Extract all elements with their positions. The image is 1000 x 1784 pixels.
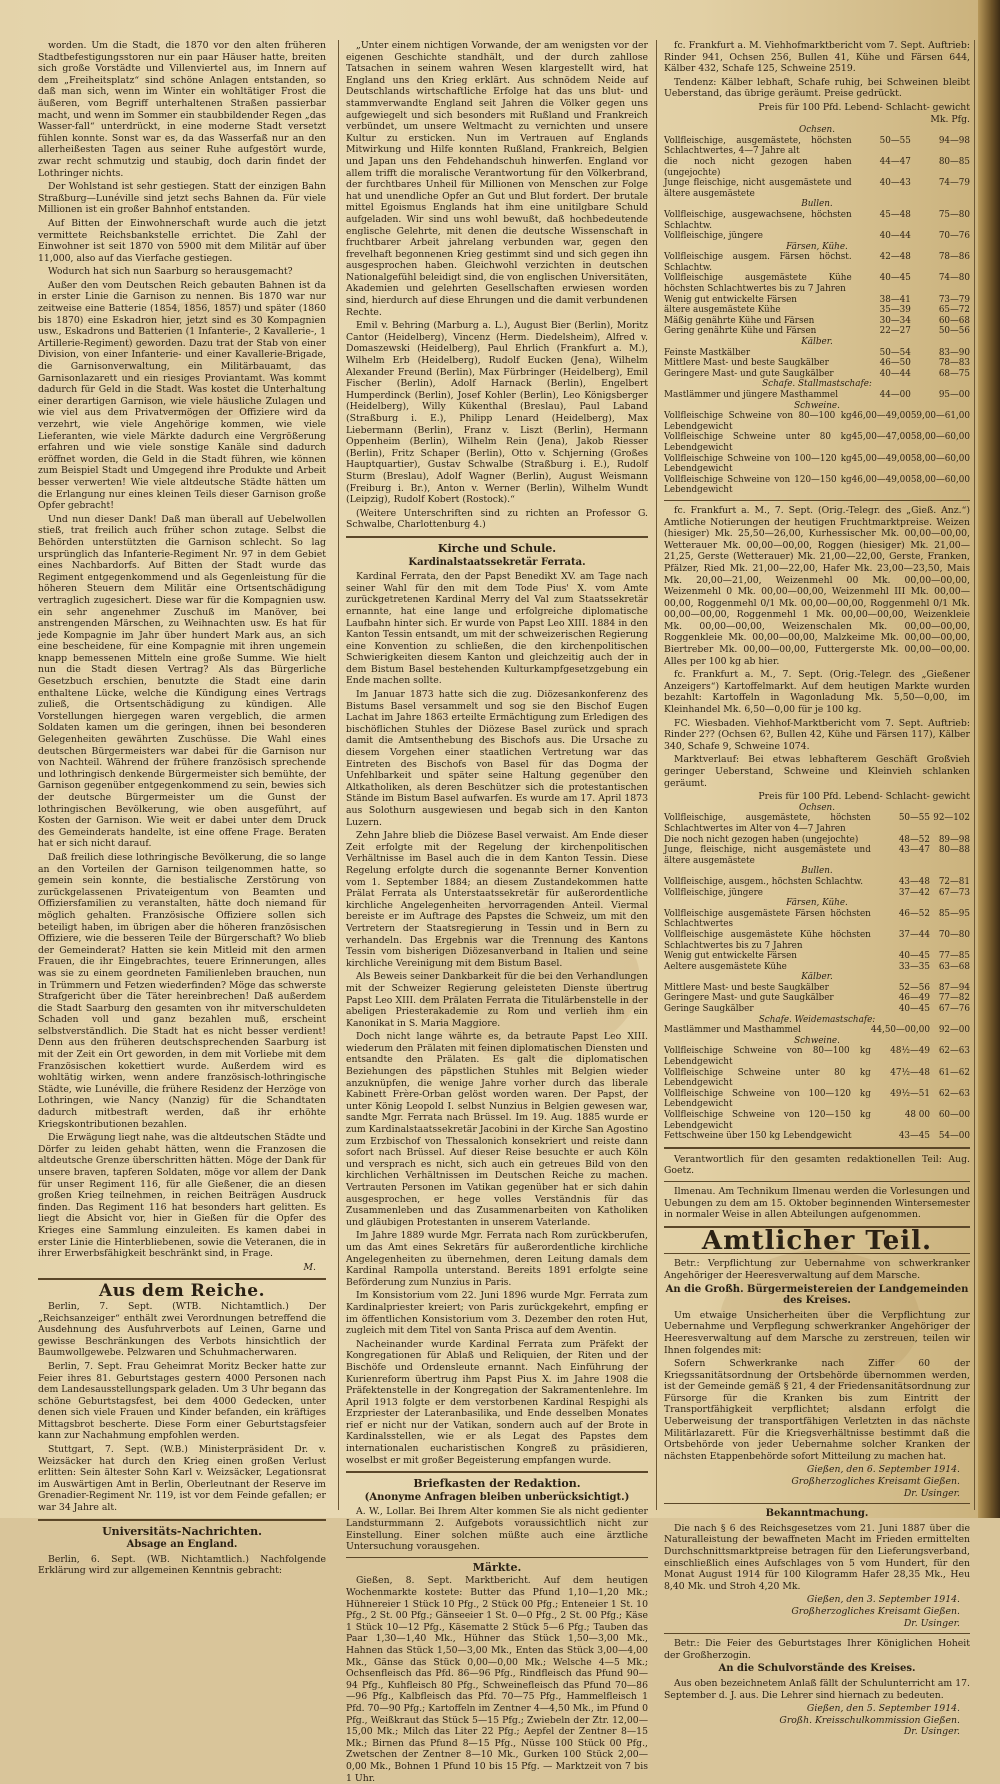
- england-declaration: [346, 40, 648, 531]
- price-live: 35—39: [879, 305, 911, 316]
- bekanntmachung-paragraph: Die nach § 6 des Reichsgesetzes vom 21. Juni 1887 über die Naturalleistung der bewaffneten Macht im Frieden ermittelten Durchschnittsmarktpreise betragen für den Lieferungsverband, einschließlich eines Aufschlages von 5 vom Hundert, für den Monat August 1914 für 100 Kilogramm Hafer 28,35 Mk., Heu 8,40 Mk. und Stroh 4,20 Mk.: [664, 1522, 970, 1592]
- price-slaughter: 95—00: [938, 390, 970, 400]
- briefkasten-subheading: (Anonyme Anfragen bleiben unberücksichtigt.): [364, 1491, 630, 1503]
- price-row: [664, 252, 970, 273]
- price-live: 50—55: [898, 813, 930, 824]
- price-label: Mastlämmer und jüngere Masthammel: [664, 390, 839, 400]
- price-live: 37—44: [898, 929, 930, 940]
- price-label: Vollfleischige Schweine von 100—120 kg Lebendgewicht: [664, 453, 852, 475]
- price-row: [664, 273, 970, 294]
- price-slaughter: 80—88: [938, 845, 970, 856]
- price-label: Vollfleischige Schweine unter 80 kg Lebendgewicht: [664, 1067, 871, 1089]
- price-slaughter: 50—56: [938, 326, 970, 337]
- price-row: [664, 835, 970, 846]
- article-paragraph: Außer den vom Deutschen Reich gebauten Bahnen ist da in erster Linie die Garnison zu nennen. Bis 1870 war nur zeitweise eine Batterie (1854, 1856, 1857) und später (1860 bis 1870) eine Eskadron hier, jetzt sind es 30 Kompagnien usw., Eskadrons und Batterien (1 Infanterie-, 2 Kavallerie-, 1 Artillerie-Regiment) geworden. Dazu trat der Stab von einer Division, von einer Infanterie- und einer Kavallerie-Brigade, die Garnisonverwaltung, ein Militärbauamt, das Garnisonlazarett und ein riesiges Proviantamt. Was kommt dadurch für Geld in die Stadt. Was kostet die Unterhaltung einer derartigen Garnison, wie viele häusliche Zulagen und wie viel aus dem Privatvermögen der Offiziere wird da verzehrt, wie viele Angehörige kommen, wie viele Lieferanten, wie viele Märkte dadurch eine Vergrößerung erfahren und wie viele sonstige Kanäle sind dadurch eröffnet worden, die Geld in die Stadt führen, wie können zum Beispiel Stadt und Umgegend ihre Produkte und Arbeit besser verwerten! Wie viele altdeutsche Städte hätten um die Erlangung nur eines kleinen Teils dieser Garnison große Opfer gebracht!: [38, 279, 326, 512]
- betr-2-signature-name: Dr. Usinger.: [903, 1726, 960, 1738]
- ferrata-paragraph: Kardinal Ferrata, den der Papst Benedikt XV. am Tage nach seiner Wahl für den mit dem Tode Pius' X. vom Amte zurückgetretenen Kardinal Merry del Val zum Staatssekretär ernannte, hat eine lange und erfolgreiche diplomatische Laufbahn hinter sich. Er wurde von Papst Leo XIII. 1884 in den Kanton Tessin entsandt, um mit der schweizerischen Regierung eine Konvention zu schließen, die den kirchenpolitischen Schwierigkeiten diesem Kanton und gleichzeitig auch der in dem Bistum Basel bestehenden Kulturkampfgesetzgebung ein Ende machen sollte.: [346, 571, 648, 687]
- reich-paragraph: Berlin, 7. Sept. (WTB. Nichtamtlich.) Der „Reichsanzeiger“ enthält zwei Verordnungen betreffend die Ausdehnung des Ausfuhrverbots auf Leinen, Garne und gewisse Beschränkungen des Verbots hinsichtlich der Baumwollgewebe. Pelzwaren und Schuhmacherwaren.: [38, 1300, 326, 1359]
- ferrata-paragraph: Doch nicht lange währte es, da betraute Papst Leo XIII. wiederum den Prälaten mit feinen diplomatischen Diensten und entsandte den Prälaten. Es galt die diplomatischen Beziehungen des päpstlichen Stuhles mit Belgien wieder anzuknüpfen, die wenige Jahre vorher durch das liberale Kabinett Frère-Orban gelöst worden waren. Der Papst, der unter König Leopold I. selbst Nunzius in Belgien gewesen war, sandte Mgr. Ferrata nach Brüssel. Im 19. Aug. 1885 wurde er zum Kardinalstaatssekretär Jacobini in der Kirche San Agostino zum Erzbischof von Thessalonich konsekriert und reiste dann sofort nach Brüssel. Auf dieser Reise besuchte er auch Köln und versprach es nicht, sich auch ein getreues Bild von den kirchlichen Verhältnissen im Deutschen Reiche zu machen. Vertrauten Personen im Vatikan gegenüber hat er sich dahin ausgesprochen, er hege volles Verständnis für das Zusammenleben und das Zusammenarbeiten von Katholiken und gläubigen Protestanten in unserem Vaterlande.: [346, 1031, 648, 1228]
- article-signature: M.: [303, 1261, 316, 1273]
- ferrata-paragraph: Zehn Jahre blieb die Diözese Basel verwaist. Am Ende dieser Zeit erfolgte mit der Regelung der kirchenpolitischen Verhältnisse im Basel auch die in dem Kanton Tessin. Diese Regelung erfolgte durch die sogenannte Berner Konvention vom 1. September 1884; an diesem Zustandekommen hatte Prälat Ferrata als Unterstaatssekretär für außerordentliche kirchliche Angelegenheiten hervorragenden Anteil. Viermal bereiste er im Auftrage des Papstes die Schweiz, um mit den Vertretern der Staatsregierung in Tessin und in Bern zu verhandeln. Das Ergebnis war die Trennung des Kantons Tessin vom bisherigen Diözesanverband in Italien und seine kirchliche Vereinigung mit dem Bistum Basel.: [346, 830, 648, 969]
- bekannt-signature-office: Großherzogliches Kreisamt Gießen.: [791, 1605, 960, 1617]
- price-label: Vollfleischige, ausgemästete, höchsten Schlachtwertes, 4—7 Jahre alt: [664, 135, 852, 157]
- price-slaughter: 58,00—60,00: [910, 453, 970, 464]
- price-label: Vollfleischige ausgemästete Kühe höchsten Schlachtwertes bis zu 7 Jahren: [664, 929, 871, 951]
- price-slaughter: 83—90: [938, 347, 970, 358]
- price-row: [664, 178, 970, 199]
- price-slaughter: 65—72: [938, 305, 970, 316]
- price-group-label: Färsen, Kühe.: [786, 241, 848, 252]
- amt-date: Gießen, den 6. September 1914.: [806, 1464, 960, 1476]
- price-row: [664, 295, 970, 306]
- price-row: [664, 316, 970, 327]
- book-binding-edge: [978, 0, 1000, 1518]
- price-live: 40—45: [898, 1004, 930, 1015]
- maerkte-paragraph: Gießen, 8. Sept. Marktbericht. Auf dem heutigen Wochenmarkte kostete: Butter das Pfund 1,10—1,20 Mk.; Hühnereier 1 Stück 10 Pfg., 2 Stück 00 Pfg.; Enteneier 1 St. 10 Pfg., 2 St. 00 Pfg.; Gänseeier 1 St. 0—0 Pfg., 2 St. 00 Pfg.; Käse 1 Stück 10—12 Pfg., Käsematte 2 Stück 5—6 Pfg.; Tauben das Paar 1,30—1,40 Mk., Hühner das Stück 1,50—3,00 Mk., Hahnen das Stück 1,50—3,00 Mk., Enten das Stück 3,00—4,00 Mk., Gänse das Stück 0,00—0,00 Mk.; Welsche 4—5 Mk.; Ochsenfleisch das Pfd. 86—96 Pfg., Rindfleisch das Pfund 90—94 Pfg., Kuhfleisch 80 Pfg., Schweinefleisch das Pfund 70—86—96 Pfg., Kalbfleisch das Pfd. 70—75 Pfg., Hammelfleisch 1 Pfd. 70—90 Pfg.; Kartoffeln im Zentner 4—4,50 Mk., im Pfund 0 Pfg., Weißkraut das Stück 5—15 Pfg.; Zwiebeln der Ztr. 12,00—15,00 Mk.; Milch das Liter 22 Pfg.; Aepfel der Zentner 8—15 Mk.; Birnen das Pfund 8—15 Pfg., Nüsse 100 Stück 00 Pfg., Zwetschen der Zentner 8—10 Mk., Gurken 100 Stück 2,00—0,00 Mk., Bohnen 1 Pfund 10 bis 15 Pfg. — Marktzeit von 7 bis 1 Uhr.: [346, 1575, 648, 1784]
- column-rule: [656, 40, 657, 1510]
- article-paragraph: worden. Um die Stadt, die 1870 vor den alten früheren Stadtbefestigungsstoren nur ein paar Häuser hatte, breiten sich große Vorstädte und Villenviertel aus, im Innern auf dem „Freiheitsplatz“ sind schöne Anlagen entstanden, so daß man sich, wenn im Winter ein wohltätiger Frost die äußeren, vom Begriff unterhaltenen Straßen passierbar macht, und wenn im Sommer ein staubbildender Regen „das Wasser-fall“ unterdrückt, in eine moderne Stadt versetzt fühlen konnte. Sonst war es, da das Wasserfaß nur an den allerheißesten Tagen aus seiner Ruhe aufgestört wurde, zwar recht schmutzig und staubig, doch darin findet der Lothringer nichts.: [38, 40, 326, 179]
- kirche-subheading: Kardinalstaatssekretär Ferrata.: [408, 556, 586, 568]
- price-label: Mittlere Mast- und beste Saugkälber: [664, 982, 829, 993]
- maerkte-heading: Märkte.: [472, 1560, 522, 1574]
- price-slaughter: 62—63: [938, 1088, 970, 1099]
- reich-paragraph: Stuttgart, 7. Sept. (W.B.) Ministerpräsident Dr. v. Weizsäcker hat durch den Krieg einen großen Verlust erlitten: Sein ältester Sohn Karl v. Weizsäcker, Legationsrat im Auswärtigen Amt in Berlin, Oberleutnant der Reserve im Grenadier-Regiment Nr. 119, ist vor dem Feinde gefallen; er war 34 Jahre alt.: [38, 1444, 326, 1514]
- price-slaughter: 67—73: [938, 887, 970, 898]
- price-label: Vollfleischige Schweine von 80—100 kg Lebendgewicht: [664, 1046, 871, 1068]
- price-live: 38—41: [879, 294, 911, 305]
- price-slaughter: 62—63: [938, 1046, 970, 1057]
- price-slaughter: 63—68: [938, 961, 970, 972]
- price-row: [664, 1089, 970, 1110]
- price-live: 46—52: [898, 908, 930, 919]
- price-live: 22—27: [879, 326, 911, 337]
- price-slaughter: 58,00—60,00: [910, 432, 970, 443]
- column-rule: [338, 40, 339, 1510]
- amt-signature-name: Dr. Usinger.: [903, 1487, 960, 1499]
- price-row: [664, 845, 970, 866]
- price-row: [664, 432, 970, 453]
- price-live: 33—35: [898, 961, 930, 972]
- price-live: 49½—51: [890, 1088, 930, 1099]
- reich-news: [38, 1301, 326, 1514]
- ffm-intro: fc. Frankfurt a. M. Viehhofmarktbericht vom 7. Sept. Auftrieb: Rinder 941, Ochsen 256, Bullen 41, Kühe und Färsen 644, Kälber 432, Schafe 125, Schweine 2519.: [664, 40, 970, 75]
- article-paragraph: Die Erwägung liegt nahe, was die altdeutschen Städte und Dörfer zu leiden gehabt hätten, wenn die Franzosen die altdeutsche Grenze überschritten hätten. Möge der Dank für unsere braven, tapferen Soldaten, möge vor allem der Dank für unser Regiment 116, für alle Gießener, die an diesen großen Krieg teilnehmen, in reichen Beiträgen Ausdruck finden. Das Regiment 116 hat besonders hart gelitten. Es liegt die Absicht vor, hier in Gießen für die Opfer des Krieges eine Sammlung einzuleiten. Es kamen dabei in erster Linie die Hinterbliebenen, sowie die Veteranen, die in ihrer Erwerbsfähigkeit beschränkt sind, in Frage.: [38, 1132, 326, 1260]
- ilmenau-paragraph: Ilmenau. Am Technikum Ilmenau werden die Vorlesungen und Uebungen zu dem am 15. Oktober beginnenden Wintersemester in normaler Weise in allen Abteilungen aufgenommen.: [664, 1185, 970, 1221]
- price-slaughter: 74—80: [938, 273, 970, 284]
- price-slaughter: 74—79: [938, 178, 970, 189]
- price-live: 46—50: [879, 358, 911, 369]
- price-live: 40—44: [879, 231, 911, 242]
- price-slaughter: 70—76: [938, 231, 970, 242]
- price-row: [664, 993, 970, 1004]
- price-group-label: Schweine.: [794, 1035, 840, 1046]
- price-group-row: [664, 1036, 970, 1047]
- price-row: [664, 930, 970, 951]
- price-slaughter: 92—102: [933, 813, 970, 824]
- price-live: 40—45: [898, 951, 930, 962]
- price-live: 43—45: [898, 1131, 930, 1142]
- price-live: 43—47: [898, 845, 930, 856]
- price-slaughter: 67—76: [938, 1004, 970, 1015]
- price-slaughter: 78—86: [938, 252, 970, 263]
- price-slaughter: 80—85: [938, 156, 970, 167]
- reich-heading: Aus dem Reiche.: [99, 1281, 265, 1302]
- price-live: 45,00—47,00: [851, 432, 911, 443]
- price-group-label: Ochsen.: [799, 802, 835, 813]
- ffm-price-table: [664, 125, 970, 496]
- divider: [346, 1557, 648, 1558]
- price-slaughter: 73—79: [938, 294, 970, 305]
- divider: [38, 1278, 326, 1280]
- price-row: [664, 888, 970, 899]
- price-slaughter: 60—00: [938, 1110, 970, 1120]
- price-row: [664, 411, 970, 432]
- price-live: 37—42: [898, 887, 930, 898]
- kartoffel-paragraph: fc. Frankfurt a. M., 7. Sept. (Orig.-Telegr. des „Gießener Anzeigers“) Kartoffelmarkt. Auf dem heutigen Markte wurden bezahlt: Kartoffeln in Wagonladung Mk. 5,50—0,00, im Kleinhandel Mk. 6,50—0,00 für je 100 kg.: [664, 669, 970, 716]
- price-label: Geringere Mast- und gute Saugkälber: [664, 368, 834, 379]
- ferrata-paragraph: Im Januar 1873 hatte sich die zug. Diözesankonferenz des Bistums Basel versammelt und sog sie den Bischof Eugen Lachat im Jahre 1863 erteilte Ermächtigung zum Erledigen des bischöflichen Stuhles der Diözese Basel zurück und sprach damit die Amtsenthebung des Bischofs aus. Die Ursache zu diesem Vorgehen einer staatlichen Vertretung war das Eintreten des Bischofs von Basel für das Dogma der Unfehlbarkeit und später seine Haltung gegenüber den Altkatholiken, als deren Beschützer sich die protestantischen Stände im Bistum Basel aufwarfen. Es wurde am 17. April 1873 aus Solothurn ausgewiesen und begab sich in den Kanton Luzern.: [346, 689, 648, 828]
- price-group-row: [664, 972, 970, 983]
- price-group-label: Schafe. Weidemastschafe:: [758, 1014, 876, 1025]
- price-slaughter: 59,00—61,00: [910, 411, 970, 422]
- price-header-2: Preis für 100 Pfd. Lebend- Schlacht- gewicht: [758, 791, 970, 803]
- frucht-paragraph: fc. Frankfurt a. M., 7. Sept. (Orig.-Telegr. des „Gieß. Anz.“) Amtliche Notierungen der heutigen Fruchtmarktpreise. Weizen (hiesiger) Mk. 25,50—26,00, Kurhessischer Mk. 00,00—00,00, Wetterauer Mk. 00,00—00,00, Roggen (hiesiger) Mk. 21,00—21,25, Gerste (Wetterauer) Mk. 21,00—22,00, Gerste, Franken, Pfälzer, Ried Mk. 21,00—22,00, Hafer Mk. 23,00—23,50, Mais Mk. 20,00—21,00, Weizenmehl 00 Mk. 00,00—00,00, Weizenmehl 0 Mk. 00,00—00,00, Weizenmehl III Mk. 00,00—00,00, Roggenmehl 0/1 Mk. 00,00—00,00, Roggenmehl 0/1 Mk. 00,00—00,00, Roggenmehl 1 Mk. 00,00—00,00, Weizenkleie Mk. 00,00—00,00, Weizenschalen Mk. 00,00—00,00, Roggenkleie Mk. 00,00—00,00, Malzkeime Mk. 00,00—00,00, Biertreber Mk. 00,00—00,00, Futtergerste Mk. 00,00—00,00. Alles per 100 kg ab hier.: [664, 504, 970, 667]
- wiesbaden-verlauf: Marktverlauf: Bei etwas lebhafterem Geschäft Großvieh geringer Ueberstand, Schweine und Kleinvieh schlanken geräumt.: [664, 754, 970, 789]
- price-label: Wenig gut entwickelte Färsen: [664, 294, 797, 305]
- betr-2: Betr.: Die Feier des Geburtstages Ihrer Königlichen Hoheit der Großherzogin.: [664, 1638, 970, 1661]
- betr-1: Betr.: Verpflichtung zur Uebernahme von schwerkranker Angehöriger der Heeresverwaltung auf dem Marsche.: [664, 1258, 970, 1281]
- betr-2-paragraph: Aus oben bezeichnetem Anlaß fällt der Schulunterricht am 17. September d. J. aus. Die Lehrer sind hiernach zu bedeuten.: [664, 1677, 970, 1701]
- price-row: [664, 1025, 970, 1036]
- article-paragraph: Der Wohlstand ist sehr gestiegen. Statt der einzigen Bahn Straßburg—Lunéville sind jetzt sechs Bahnen da. Für viele Millionen ist ein großer Bahnhof entstanden.: [38, 181, 326, 216]
- price-group-row: [664, 379, 970, 390]
- price-live: 45,00—49,00: [851, 453, 911, 464]
- reich-paragraph: Berlin, 7. Sept. Frau Geheimrat Moritz Becker hatte zur Feier ihres 81. Geburtstages gestern 4000 Personen nach dem Landesausstellungspark geladen. Um 3 Uhr begann das schöne Geburtstagsfest, bei dem 4000 Gedecken, unter denen sich viele Frauen und Kinder befanden, ein kräftiges Mittagsbrot bescherte. Diese Form einer Geburtstagsfeier kann zur Nachahmung empfohlen werden.: [38, 1360, 326, 1442]
- price-live: 52—56: [898, 982, 930, 993]
- amt-paragraphs: [664, 1310, 970, 1463]
- price-slaughter: 75—80: [938, 209, 970, 220]
- price-group-row: [664, 803, 970, 814]
- price-slaughter: 54—00: [938, 1131, 970, 1142]
- price-label: Mastlämmer und Masthammel: [664, 1025, 801, 1036]
- declaration-paragraph: „Unter einem nichtigen Vorwande, der am wenigsten vor der eigenen Geschichte standhält, und der durch zahllose Tatsachen in seinem wahren Wesen klargestellt wird, hat England uns den Krieg erklärt. Aus schnödem Neide auf Deutschlands wirtschaftliche Erfolge hat das uns blut- und stammverwandte England seit Jahren die Völker gegen uns aufgewiegelt und sich besonders mit Rußland und Frankreich verbündet, um unsere Weltmacht zu vernichten und unsere Kultur zu ersticken. Nun im Vertrauen auf Englands Mitwirkung und Hilfe konnten Rußland, Frankreich, Belgien und Japan uns den Fehdehandschuh hinwerfen. England vor allem trifft die moralische Verantwortung für den Völkerbrand, der furchtbares Unheil für Millionen von Menschen zur Folge hat und unendliche Opfer an Gut und Blut fordert. Der brutale mittel Egoismus Englands hat ihm eine unitilgbare Schuld aufgeladen. Wir sind uns wohl bewußt, daß hochbedeutende englische Gelehrte, mit denen die deutsche Wissenschaft in fruchtbarer Arbeit jahrelang verbunden war, gegen den frevelhaft begonnenen Krieg gestimmt sind und sich gegen ihn ausgesprochen haben. Gleichwohl verzichten in deutschen Nationalgefühl beleidigt sind, die von englischen Universitäten, Akademien und gelehrten Gesellschaften erwiesen worden sind, hierdurch auf diese Ehrungen und die damit verbundenen Rechte.: [346, 40, 648, 318]
- price-row: [664, 475, 970, 496]
- price-label: Vollfleischige Schweine von 80—100 kg Lebendgewicht: [664, 411, 852, 432]
- uni-subheading: Absage an England.: [126, 1539, 238, 1551]
- kirche-heading: Kirche und Schule.: [437, 541, 557, 555]
- price-label: Vollfleischige, jüngere: [664, 887, 764, 898]
- price-group-label: Bullen.: [801, 199, 833, 210]
- price-slaughter: 77—85: [938, 951, 970, 962]
- price-live: 50—54: [879, 347, 911, 358]
- price-header: Preis für 100 Pfd. Lebend- Schlacht- gewicht: [758, 101, 970, 113]
- price-row: [664, 136, 970, 157]
- price-slaughter: 68—75: [938, 368, 970, 379]
- price-row: [664, 1068, 970, 1089]
- ferrata-paragraph: Im Jahre 1889 wurde Mgr. Ferrata nach Rom zurückberufen, um das Amt eines Sekretärs für außerordentliche kirchliche Angelegenheiten zu übernehmen, deren Leitung damals dem Kardinal Rampolla unterstand. Bereits 1891 erfolgte seine Beförderung zum Nunzius in Paris.: [346, 1230, 648, 1288]
- price-label: Geringere Mast- und gute Saugkälber: [664, 993, 834, 1004]
- article-paragraph: Und nun dieser Dank! Daß man überall auf Uebelwollen stieß, trat freilich auch früher schon zutage. Selbst die Behörden unterstützten die Garnison schlecht. So lag ursprünglich das Infanterie-Regiment Nr. 97 in dem Gebiet eines Nachbardorfs. Auf Bitten der Stadt wurde das Regiment entgegenkommend und als Gegenleistung für die höheren Steuern dem Militär eine Ortsentschädigung vertraglich zugesichert. Diese war für die Kompagnien usw. ein sehr angenehmer Zuschuß im Manöver, bei anstrengenden Märschen, zu Weihnachten usw. Es hat für jede Kompagnie im Jahr über hundert Mark aus, an sich eine bescheidene, für eine Kompagnie mit ihren ungemein knapp bemessenen Mitteln eine große Summe. Wie hielt nun die Stadt diesen Vertrag? Als das Bürgerliche Gesetzbuch erschien, benutzte die Stadt eine darin enthaltene Lücke, welche die Kündigung eines Vertrags zuließ, die Ortsentschädigung zu kündigen. Alle Vorstellungen hiergegen waren vergeblich, die armen Soldaten kamen um die geringen, ihnen bei besonderen Gelegenheiten gewährten Zuschüsse. Die Wahl eines deutschen Bürgermeisters war dabei für die Garnison nur von Nachteil. Während der frühere französisch sprechende und lothringisch denkende Bürgermeister sich bemühte, der Garnison gegenüber entgegenkommend zu sein, bewies sich der deutsche Bürgermeister um die Gunst der lothringischen Bevölkerung, wie oben ausgeführt, auf Kosten der Garnison. Wie weit er dabei unter dem Druck des Gemeinderats handelte, ist eine offene Frage. Beraten hat er sich nicht darauf.: [38, 513, 326, 850]
- price-label: Junge, fleischige, nicht ausgemästete und ältere ausgemästete: [664, 845, 871, 866]
- price-live: 43—48: [898, 876, 930, 887]
- price-row: [664, 454, 970, 475]
- price-live: 47½—48: [890, 1067, 930, 1078]
- price-row: [664, 1004, 970, 1015]
- uni-heading: Universitäts-Nachrichten.: [102, 1524, 262, 1538]
- price-label: Vollfleischige, ausgemästete, höchsten Schlachtwertes im Alter von 4—7 Jahren: [664, 813, 871, 834]
- price-group-row: [664, 866, 970, 877]
- price-group-label: Färsen, Kühe.: [786, 898, 848, 909]
- price-group-label: Schweine.: [794, 400, 840, 411]
- price-label: Feinste Mastkälber: [664, 347, 751, 358]
- price-group-row: [664, 199, 970, 210]
- price-row: [664, 983, 970, 994]
- price-live: 40—45: [879, 273, 911, 284]
- price-label: Wenig gut entwickelte Färsen: [664, 951, 797, 962]
- price-slaughter: 58,00—60,00: [910, 474, 970, 485]
- price-group-row: [664, 1015, 970, 1026]
- price-label: Vollfleischige, ausgewachsene, höchsten Schlachtw.: [664, 209, 852, 231]
- price-label: Die noch nicht gezogen haben (ungejochte): [664, 834, 859, 845]
- briefkasten-heading: Briefkasten der Redaktion.: [413, 1477, 581, 1491]
- price-live: 48 00: [904, 1110, 930, 1120]
- divider: [346, 536, 648, 538]
- price-group-label: Kälber.: [801, 972, 833, 983]
- ferrata-article: [346, 571, 648, 1466]
- ffm-tendenz: Tendenz: Kälber lebhaft, Schafe ruhig, bei Schweinen bleibt Ueberstand, das übrige geräumt. Preise gedrückt.: [664, 76, 970, 100]
- price-label: Vollfleischige Schweine von 100—120 kg Lebendgewicht: [664, 1088, 871, 1110]
- price-label: Gering genährte Kühe und Färsen: [664, 326, 817, 337]
- price-row: [664, 390, 970, 401]
- divider: [664, 500, 970, 501]
- bekanntmachung-heading: Bekanntmachung.: [765, 1508, 869, 1520]
- price-label: ältere ausgemästete Kühe: [664, 305, 781, 316]
- price-live: 30—34: [879, 315, 911, 326]
- price-slaughter: 72—81: [938, 876, 970, 887]
- price-live: 44—47: [879, 156, 911, 167]
- price-label: die noch nicht gezogen haben (ungejochte): [664, 156, 852, 178]
- bekannt-signature-name: Dr. Usinger.: [903, 1617, 960, 1629]
- verantwortlich-line: Verantwortlich für den gesamten redaktionellen Teil: Aug. Goetz.: [664, 1153, 970, 1177]
- betr-1-addressee: An die Großh. Bürgermeistereien der Landgemeinden des Kreises.: [665, 1283, 969, 1307]
- price-row: [664, 348, 970, 359]
- price-slaughter: 89—98: [938, 834, 970, 845]
- price-group-label: Schafe. Stallmastschafe:: [762, 379, 872, 390]
- price-row: [664, 951, 970, 962]
- price-slaughter: 60—68: [938, 315, 970, 326]
- column-3: [664, 40, 970, 1738]
- divider: [664, 1181, 970, 1182]
- price-row: [664, 877, 970, 888]
- price-slaughter: 85—95: [938, 908, 970, 919]
- price-slaughter: 61—62: [938, 1067, 970, 1078]
- price-live: 40—43: [879, 178, 911, 189]
- betr-2-addressee: An die Schulvorstände des Kreises.: [718, 1663, 916, 1675]
- price-label: Vollfleischige Schweine von 120—150 kg Lebendgewicht: [664, 474, 852, 496]
- price-row: [664, 326, 970, 337]
- price-live: 48—52: [898, 834, 930, 845]
- column-1: [38, 40, 326, 1577]
- price-label: Vollfleischige, ausgem., höchsten Schlachtw.: [664, 876, 864, 887]
- price-slaughter: 94—98: [938, 135, 970, 146]
- price-row: [664, 813, 970, 834]
- price-live: 46,00—49,00: [851, 411, 911, 422]
- price-live: 46—49: [898, 993, 930, 1004]
- price-group-label: Ochsen.: [799, 125, 835, 136]
- price-slaughter: 87—94: [938, 982, 970, 993]
- price-live: 42—48: [879, 252, 911, 263]
- price-row: [664, 358, 970, 369]
- price-row: [664, 305, 970, 316]
- price-group-row: [664, 125, 970, 136]
- column-rule: [974, 40, 975, 1510]
- article-paragraph: Auf Bitten der Einwohnerschaft wurde auch die jetzt vermittete Reichsbankstelle errichtet. Die Zahl der Einwohner ist seit 1870 von 5900 mit dem Militär auf über 11,000, also auf das Vierfache gestiegen.: [38, 217, 326, 264]
- price-live: 40—44: [879, 368, 911, 379]
- betr-2-date: Gießen, den 5. September 1914.: [806, 1703, 960, 1715]
- price-slaughter: 77—82: [938, 993, 970, 1004]
- amt-paragraph: Sofern Schwerkranke nach Ziffer 60 der Kriegssanitätsordnung der Ortsbehörde übernommen werden, ist der Gemeinde gemäß § 21, 4 der Friedensanitätsordnung zur Fürsorge für die Kranken bis zum Eintritt der Transportfähigkeit verpflichtet; alsdann erfolgt die Ueberweisung der transportfähigen Verletzten in das nächste Militärlazarett. Für die Kriegsverhältnisse bestimmt daß die Ortsbehörde von jeder Uebernahme solcher Kranken der nächsten Etappenbehörde sofort Mitteilung zu machen hat.: [664, 1358, 970, 1462]
- price-row: [664, 210, 970, 231]
- bekannt-date: Gießen, den 3. September 1914.: [806, 1594, 960, 1606]
- divider: [664, 1633, 970, 1634]
- price-row: [664, 909, 970, 930]
- price-group-row: [664, 898, 970, 909]
- divider: [38, 1519, 326, 1521]
- price-group-row: [664, 337, 970, 348]
- ferrata-paragraph: Als Beweis seiner Dankbarkeit für die bei den Verhandlungen mit der Schweizer Regierung geleisteten Dienste übertrug Papst Leo XIII. dem Prälaten Ferrata die Titulärbenstelle in der abeligen Priesterakademie zu Rom und verlieh ihm ein Kanonikat in S. Maria Maggiore.: [346, 971, 648, 1029]
- ferrata-paragraph: Nacheinander wurde Kardinal Ferrata zum Präfekt der Kongregationen für Ablaß und Reliquien, der Riten und der Bischöfe und Ordensleute ernannt. Nach Einführung der Kurienreform übertrug ihm Papst Pius X. im Jahre 1908 die Präfektenstelle in der Kongregation der Sakramentenlehre. Im April 1913 folgte er dem verstorbenen Kardinal Respighi als Erzpriester der Lateranbasilika, und Ende desselben Monates rief er nicht nur der Vatikan, sondern auch auf der Brote in Kardinalsstellen, wie er als Legat des Papstes dem internationalen eucharistischen Kongreß zu präsidieren, woselbst er mit großer Begeisterung empfangen wurde.: [346, 1338, 648, 1466]
- price-group-label: Bullen.: [801, 866, 833, 877]
- price-units: Mk. Pfg.: [930, 113, 970, 125]
- price-group-label: Kälber.: [801, 337, 833, 348]
- price-live: 45—48: [879, 209, 911, 220]
- price-slaughter: 70—80: [938, 929, 970, 940]
- price-label: Junge fleischige, nicht ausgemästete und ältere ausgemästete: [664, 178, 852, 199]
- price-label: Mäßig genährte Kühe und Färsen: [664, 315, 815, 326]
- price-row: [664, 962, 970, 973]
- price-row: [664, 1110, 970, 1131]
- price-live: 46,00—49,00: [851, 474, 911, 485]
- price-live: 48½—49: [890, 1046, 930, 1057]
- amt-paragraph: Um etwaige Unsicherheiten über die Verpflichtung zur Uebernahme und Verpflegung schwerkranker Angehöriger der Heeresverwaltung auf dem Marsche zu zerstreuen, teilen wir Ihnen folgendes mit:: [664, 1309, 970, 1356]
- price-row: [664, 1046, 970, 1067]
- price-row: [664, 1131, 970, 1142]
- amt-signature-office: Großherzogliches Kreisamt Gießen.: [791, 1476, 960, 1488]
- divider: [664, 1147, 970, 1149]
- column-2: [346, 40, 648, 1784]
- saarburg-article: [38, 40, 326, 1260]
- declaration-paragraph: Emil v. Behring (Marburg a. L.), August Bier (Berlin), Moritz Cantor (Heidelberg), Vincenz (Herm. Diedelsheim), Alfred v. Domaszewski (Heidelberg), Paul Ehrlich (Frankfurt a. M.), Wilhelm Erb (Heidelberg), Rudolf Eucken (Jena), Wilhelm Alexander Freund (Berlin), Max Fürbringer (Heidelberg), Emil Fischer (Berlin), Adolf Harnack (Berlin), Engelbert Humperdinck (Berlin), Josef Kohler (Berlin), Leo Königsberger (Heidelberg), Willy Kükenthal (Breslau), Paul Laband (Straßburg i. E.), Philipp Lenard (Heidelberg), Max Liebermann (Berlin), Franz v. Liszt (Berlin), Hermann Oppenheim (Berlin), Wilhelm Rein (Jena), Jakob Riesser (Berlin), Fritz Schaper (Berlin), Otto v. Schjerning (Großes Hauptquartier), Gustav Schwalbe (Straßburg i. E.), Rudolf Sturm (Breslau), Adolf Wagner (Berlin), August Weismann (Freiburg i. Br.), Anton v. Werner (Berlin), Wilhelm Wundt (Leipzig), Rudolf Kobert (Rostock).“: [346, 320, 648, 506]
- price-label: Vollfleischige Schweine von 120—150 kg Lebendgewicht: [664, 1110, 871, 1131]
- price-label: Vollfleischige ausgemästete Kühe höchsten Schlachtwertes bis zu 7 Jahren: [664, 273, 852, 295]
- wiesbaden-paragraph: FC. Wiesbaden. Viehhof-Marktbericht vom 7. Sept. Auftrieb: Rinder 2?? (Ochsen 6?, Bullen 42, Kühe und Färsen 117), Kälber 340, Schafe 9, Schweine 1074.: [664, 717, 970, 752]
- article-paragraph: Daß freilich diese lothringische Bevölkerung, die so lange an den Vorteilen der Garnison teilgenommen hatte, so gemein sein konnte, die bestialische Zerstörung von zurückgelassenen Privateigentum von Beamten und Offiziersfamilien zu veranstalten, hätte doch niemand für möglich gehalten. Französische Offiziere sollen sich beteiligt haben, im übrigen aber die höheren französischen Offiziere, wie die besseren Teile der Bürgerschaft? Wo blieb der Gemeinderat? Hatten sie kein Mitleid mit den armen Frauen, die ihr Eingebrachtes, teuere Erinnerungen, alles was sie zu einem geordneten Familienleben brauchen, nun in Trümmern und Fetzen wiederfinden? Möge das schwerste Strafgericht über die Täter hereinbrechen! Daß außerdem die Stadt Saarburg den gesamten von ihr mitverschuldeten Schaden voll und ganz bezahlen muß, erscheint selbstverständlich. Die Stadt hat es nicht besser verdient! Denn aus den früheren deutschsprechenden Saarburg ist mit der Zeit ein Ort geworden, in dem mit Vorliebe mit dem Französischen kokettiert wurde. Außerdem wird es wohltätig wirken, wenn andere französisch-lothringische Städte, wie Lunéville, die frühere Residenz der Herzöge von Lothringen, wie Nancy (Nanzig) für die Schandtaten dadurch mitbestraft werden, daß ihr erhöhte Kriegskontributionen bezahlen.: [38, 851, 326, 1130]
- price-row: [664, 231, 970, 242]
- divider: [346, 1471, 648, 1473]
- price-group-row: [664, 401, 970, 412]
- ferrata-paragraph: Im Konsistorium vom 22. Juni 1896 wurde Mgr. Ferrata zum Kardinalpriester kreiert; von Paris zurückgekehrt, empfing er im öffentlichen Konsistorium vom 3. Dezember den roten Hut, zugleich mit dem Titel von Santa Prisca auf dem Aventin.: [346, 1290, 648, 1337]
- price-slaughter: 78—83: [938, 358, 970, 369]
- article-paragraph: Wodurch hat sich nun Saarburg so herausgemacht?: [48, 266, 293, 278]
- price-row: [664, 157, 970, 178]
- price-label: Vollfleischige ausgemästete Färsen höchsten Schlachtwertes: [664, 908, 871, 930]
- price-live: 44—00: [879, 390, 911, 400]
- price-label: Vollfleischige ausgem. Färsen höchst. Schlachtw.: [664, 252, 852, 273]
- divider: [664, 1503, 970, 1504]
- price-label: Mittlere Mast- und beste Saugkälber: [664, 358, 829, 369]
- price-slaughter: 92—00: [938, 1025, 970, 1036]
- wiesbaden-price-table: [664, 803, 970, 1142]
- betr-2-signature-office: Großh. Kreisschulkommission Gießen.: [779, 1714, 960, 1726]
- declaration-paragraph: (Weitere Unterschriften sind zu richten an Professor G. Schwalbe, Charlottenburg 4.): [346, 507, 648, 531]
- price-row: [664, 369, 970, 380]
- price-label: Geringe Saugkälber: [664, 1004, 754, 1015]
- price-live: 44,50—00,00: [870, 1025, 930, 1036]
- uni-paragraph: Berlin, 6. Sept. (WB. Nichtamtlich.) Nachfolgende Erklärung wird zur allgemeinen Kenntnis gebracht:: [38, 1553, 326, 1577]
- price-group-row: [664, 242, 970, 253]
- price-live: 50—55: [879, 135, 911, 146]
- price-label: Vollfleischige, jüngere: [664, 231, 764, 242]
- price-label: Vollfleischige Schweine unter 80 kg Lebendgewicht: [664, 432, 852, 453]
- price-label: Aeltere ausgemästete Kühe: [664, 961, 787, 972]
- briefkasten-paragraph: A. W., Lollar. Bei Ihrem Alter kommen Sie als nicht gedienter Landsturmmann 2. Aufgebots voraussichtlich nicht zur Einstellung. Einer solchen müßte auch eine ärztliche Untersuchung vorausgehen.: [346, 1506, 648, 1553]
- amtlicher-teil-heading: Amtlicher Teil.: [701, 1225, 933, 1256]
- price-label: Fettschweine über 150 kg Lebendgewicht: [664, 1131, 852, 1142]
